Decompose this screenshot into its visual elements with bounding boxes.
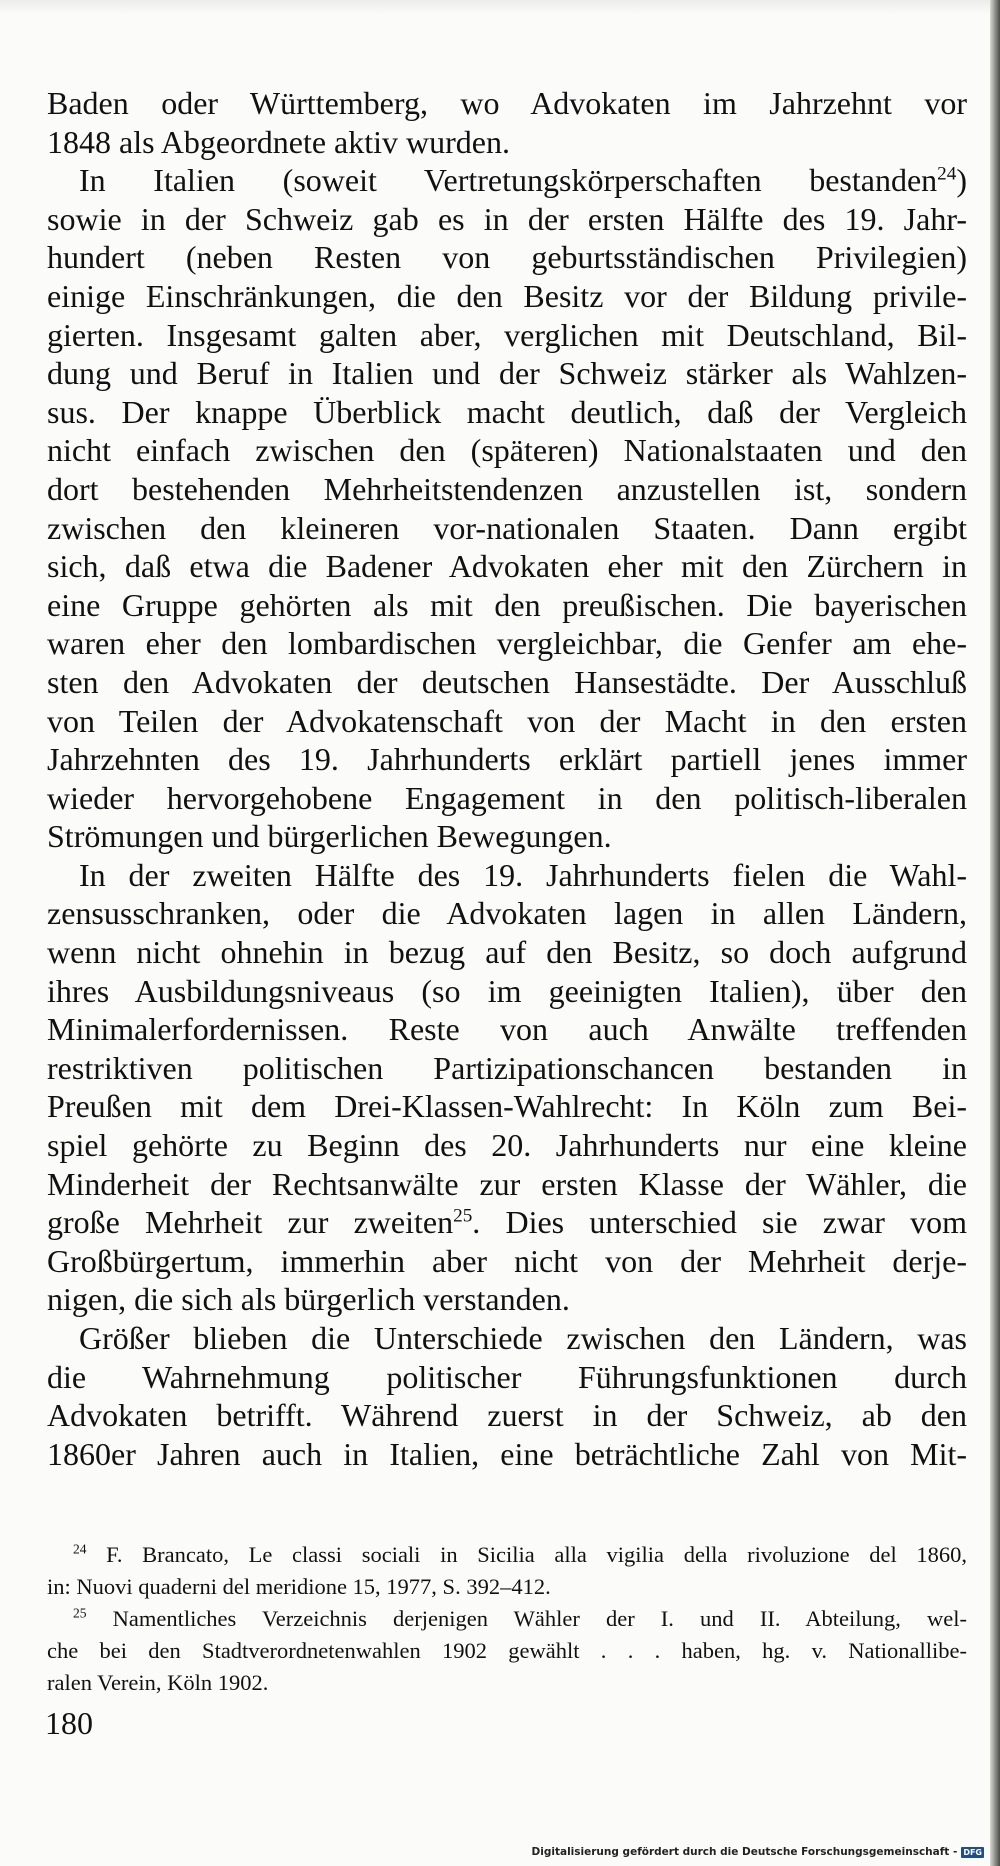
footnote-line: che bei den Stadtverordnetenwahlen 1902 gewählt . . . haben, hg. v. Nationallibe- [47, 1638, 967, 1663]
text-line: hundert (neben Resten von geburtsständischen Privilegien) [47, 239, 967, 276]
text-line: Großbürgertum, immerhin aber nicht von der Mehrheit derje- [47, 1242, 967, 1279]
text-line: sus. Der knappe Überblick macht deutlich, daß der Vergleich [47, 393, 967, 430]
footnote-ref-24: 24 [937, 163, 957, 185]
text-line: nigen, die sich als bürgerlich verstanden. [47, 1281, 570, 1318]
text-line: 1860er Jahren auch in Italien, eine beträchtliche Zahl von Mit- [47, 1435, 967, 1472]
text-line: gierten. Insgesamt galten aber, verglichen mit Deutschland, Bil- [47, 316, 967, 353]
text-line: Größer blieben die Unterschiede zwischen den Ländern, was [79, 1320, 967, 1356]
text-line: 1848 als Abgeordnete aktiv wurden. [47, 123, 510, 160]
text-line: Minderheit der Rechtsanwälte zur ersten Klasse der Wähler, die [47, 1165, 967, 1202]
text-line: In der zweiten Hälfte des 19. Jahrhunderts fielen die Wahl- [79, 856, 967, 893]
top-shadow [0, 0, 990, 14]
text-line: sich, daß etwa die Badener Advokaten eher mit den Zürchern in [47, 548, 967, 585]
text-line: die Wahrnehmung politischer Führungsfunktionen durch [47, 1358, 967, 1395]
text-line: Minimalerfordernissen. Reste von auch Anwälte treffenden [47, 1011, 967, 1048]
text-line: waren eher den lombardischen vergleichbar, die Genfer am ehe- [47, 625, 967, 662]
text-line: Baden oder Württemberg, wo Advokaten im Jahrzehnt vor [47, 85, 967, 121]
footnotes [47, 1539, 967, 1699]
credit-text: Digitalisierung gefördert durch die Deutsche Forschungsgemeinschaft - [531, 1846, 958, 1858]
text-line: restriktiven politischen Partizipationschancen bestanden in [47, 1049, 967, 1086]
body-text [47, 84, 967, 1473]
text-line: zensusschranken, oder die Advokaten lagen in allen Ländern, [47, 895, 967, 932]
text-line: dort bestehenden Mehrheitstendenzen anzustellen ist, sondern [47, 470, 967, 507]
digitization-credit [532, 1846, 984, 1858]
text-line: Jahrzehnten des 19. Jahrhunderts erklärt partiell jenes immer [47, 741, 967, 778]
page-edge-shadow [990, 0, 1000, 1866]
text-line: nicht einfach zwischen den (späteren) Nationalstaaten und den [47, 432, 967, 469]
text-line: wenn nicht ohnehin in bezug auf den Besitz, so doch aufgrund [47, 934, 967, 971]
text-line: zwischen den kleineren vor-nationalen Staaten. Dann ergibt [47, 509, 967, 546]
text-line: sten den Advokaten der deutschen Hansestädte. Der Ausschluß [47, 663, 967, 700]
footnote-25: $^{25}$ Namentliches Verzeichnis derjenigen Wähler der I. und II. Abteilung, wel- [73, 1605, 967, 1631]
footnote-line: ralen Verein, Köln 1902. [47, 1670, 269, 1695]
page-number: 180 [45, 1705, 93, 1741]
footnote-24: $^{24}$ F. Brancato, Le classi sociali in Sicilia alla vigilia della rivoluzione del 1860, [73, 1541, 967, 1567]
text-line: spiel gehörte zu Beginn des 20. Jahrhunderts nur eine kleine [47, 1127, 967, 1164]
footnote-line: in: Nuovi quaderni del meridione 15, 1977, S. 392–412. [47, 1574, 551, 1599]
text-line: eine Gruppe gehörten als mit den preußischen. Die bayerischen [47, 586, 967, 623]
text-line: von Teilen der Advokatenschaft von der Macht in den ersten [47, 702, 967, 739]
text-line: In Italien (soweit Vertretungskörperschaften bestanden$^{24}$) [79, 162, 967, 199]
text-line: ihres Ausbildungsniveaus (so im geeinigten Italien), über den [47, 972, 967, 1009]
text-line: große Mehrheit zur zweiten$^{25}$. Dies unterschied sie zwar vom [47, 1204, 968, 1241]
text-line: einige Einschränkungen, die den Besitz vor der Bildung privile- [47, 277, 967, 314]
dfg-logo-icon: DFG [963, 1847, 982, 1857]
text-line: wieder hervorgehobene Engagement in den politisch-liberalen [47, 779, 967, 816]
text-line: dung und Beruf in Italien und der Schweiz stärker als Wahlzen- [47, 355, 967, 392]
footnote-ref-25: 25 [453, 1205, 473, 1227]
text-line: Strömungen und bürgerlichen Bewegungen. [47, 818, 612, 855]
text-line: Preußen mit dem Drei-Klassen-Wahlrecht: In Köln zum Bei- [47, 1088, 967, 1125]
text-line: sowie in der Schweiz gab es in der ersten Hälfte des 19. Jahr- [47, 200, 967, 237]
text-line: Advokaten betrifft. Während zuerst in der Schweiz, ab den [47, 1397, 967, 1434]
